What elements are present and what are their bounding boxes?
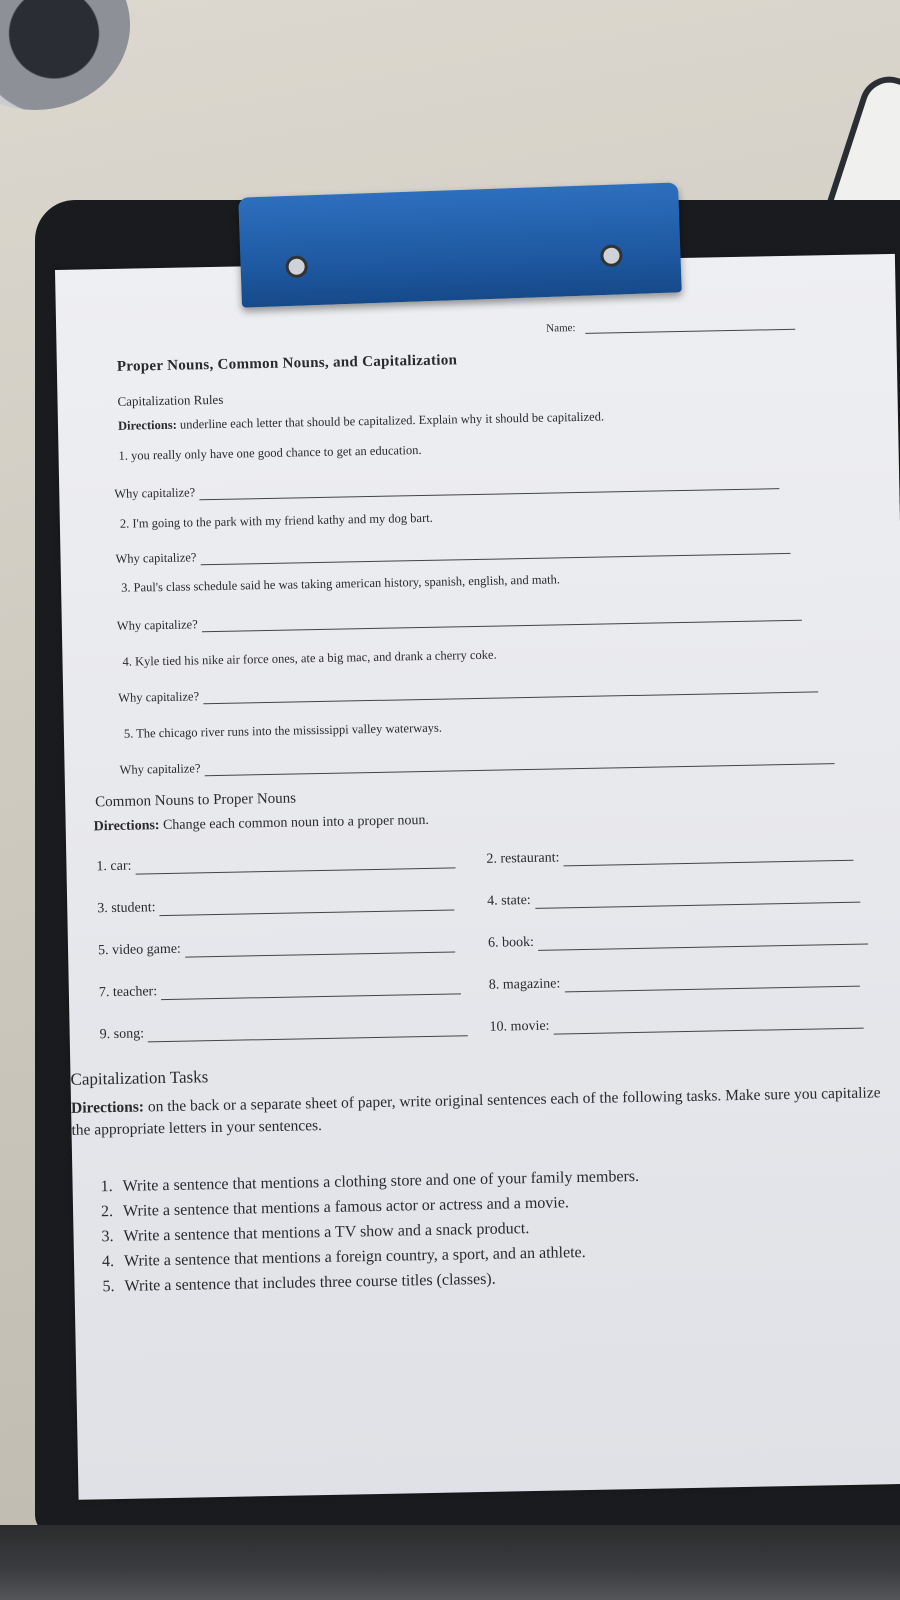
why-capitalize-4 bbox=[118, 677, 818, 705]
section3-directions bbox=[71, 1082, 900, 1142]
noun-answer-line[interactable] bbox=[185, 950, 455, 957]
task-number: 2. bbox=[100, 1203, 114, 1221]
noun-label: 8. magazine: bbox=[488, 976, 561, 993]
noun-item-song bbox=[100, 1020, 469, 1043]
task-text: Write a sentence that includes three course titles (classes). bbox=[124, 1270, 496, 1295]
floor bbox=[0, 1525, 900, 1600]
question-2: 2. I'm going to the park with my friend kathy and my dog bart. bbox=[119, 510, 433, 531]
task-number: 4. bbox=[101, 1253, 115, 1271]
task-number: 5. bbox=[102, 1278, 115, 1296]
noun-answer-line[interactable] bbox=[564, 859, 854, 867]
why-capitalize-5 bbox=[119, 749, 834, 778]
name-field bbox=[546, 318, 796, 335]
directions-text: underline each letter that should be capitalized. Explain why it should be capitalized. bbox=[176, 409, 605, 432]
section1-title: Capitalization Rules bbox=[117, 391, 224, 409]
why-label: Why capitalize? bbox=[114, 485, 196, 501]
noun-item-state bbox=[487, 887, 860, 910]
answer-line-1[interactable] bbox=[199, 487, 779, 500]
noun-label: 5. video game: bbox=[97, 941, 182, 959]
why-label: Why capitalize? bbox=[116, 617, 198, 633]
name-label: Name: bbox=[546, 322, 576, 335]
clipboard-clip bbox=[238, 182, 682, 307]
worksheet bbox=[55, 254, 900, 1500]
question-5: 5. The chicago river runs into the mississippi valley waterways. bbox=[123, 720, 443, 741]
why-label: Why capitalize? bbox=[119, 761, 201, 777]
task-number: 1. bbox=[100, 1178, 113, 1196]
question-4: 4. Kyle tied his nike air force ones, ate a big mac, and drank a cherry coke. bbox=[122, 647, 497, 669]
why-capitalize-3 bbox=[117, 606, 802, 634]
why-label: Why capitalize? bbox=[115, 550, 197, 566]
answer-line-4[interactable] bbox=[203, 690, 818, 704]
clip-rivet bbox=[285, 255, 308, 278]
noun-answer-line[interactable] bbox=[564, 985, 859, 993]
name-line[interactable] bbox=[586, 329, 796, 334]
noun-label: 6. book: bbox=[487, 934, 535, 951]
section2-title: Common Nouns to Proper Nouns bbox=[95, 790, 297, 811]
worksheet-title: Proper Nouns, Common Nouns, and Capitalization bbox=[116, 352, 458, 375]
section1-directions bbox=[118, 405, 818, 433]
noun-label: 3. student: bbox=[97, 900, 156, 917]
clip-rivet bbox=[600, 244, 623, 267]
noun-item-student bbox=[97, 894, 455, 917]
noun-label: 7. teacher: bbox=[98, 984, 158, 1001]
section3-title: Capitalization Tasks bbox=[70, 1067, 209, 1089]
noun-answer-line[interactable] bbox=[136, 866, 456, 874]
directions-label: Directions: bbox=[70, 1098, 145, 1117]
task-text: Write a sentence that mentions a famous actor or actress and a movie. bbox=[122, 1194, 570, 1220]
answer-line-3[interactable] bbox=[202, 619, 802, 633]
task-list bbox=[82, 1164, 641, 1300]
noun-label: 1. car: bbox=[96, 858, 132, 875]
task-text: Write a sentence that mentions a clothing store and one of your family members. bbox=[122, 1167, 640, 1195]
directions-label: Directions: bbox=[93, 818, 160, 835]
section2-directions bbox=[94, 813, 430, 835]
noun-answer-line[interactable] bbox=[538, 943, 868, 951]
noun-label: 9. song: bbox=[99, 1026, 145, 1043]
question-1: 1. you really only have one good chance to get an education. bbox=[118, 442, 422, 463]
answer-line-5[interactable] bbox=[205, 762, 835, 776]
directions-text: on the back or a separate sheet of paper, write original sentences each of the following tasks. Make sure you capitalize the appropriate letters in your sentences. bbox=[71, 1084, 881, 1139]
noun-item-restaurant bbox=[486, 845, 853, 868]
noun-item-car bbox=[96, 852, 455, 875]
noun-item-book bbox=[488, 929, 868, 952]
noun-label: 10. movie: bbox=[489, 1018, 550, 1035]
noun-answer-line[interactable] bbox=[161, 992, 461, 1000]
directions-label: Directions: bbox=[117, 417, 177, 433]
noun-item-movie bbox=[489, 1013, 863, 1036]
task-number: 3. bbox=[101, 1228, 114, 1246]
why-label: Why capitalize? bbox=[118, 689, 200, 705]
task-text: Write a sentence that mentions a TV show and a snack product. bbox=[123, 1220, 530, 1245]
noun-item-magazine bbox=[489, 971, 860, 994]
noun-answer-line[interactable] bbox=[148, 1034, 468, 1042]
answer-line-2[interactable] bbox=[201, 552, 791, 565]
directions-text: Change each common noun into a proper noun. bbox=[159, 812, 430, 834]
noun-label: 4. state: bbox=[487, 892, 531, 909]
noun-item-teacher bbox=[99, 978, 462, 1001]
noun-item-video-game bbox=[98, 936, 455, 959]
noun-answer-line[interactable] bbox=[535, 901, 860, 909]
noun-answer-line[interactable] bbox=[554, 1027, 864, 1035]
why-capitalize-1 bbox=[114, 474, 779, 502]
task-text: Write a sentence that mentions a foreign country, a sport, and an athlete. bbox=[123, 1243, 586, 1270]
question-3: 3. Paul's class schedule said he was taking american history, spanish, english, and math. bbox=[120, 572, 561, 595]
why-capitalize-2 bbox=[115, 539, 790, 567]
noun-label: 2. restaurant: bbox=[486, 850, 560, 867]
noun-answer-line[interactable] bbox=[160, 908, 455, 916]
